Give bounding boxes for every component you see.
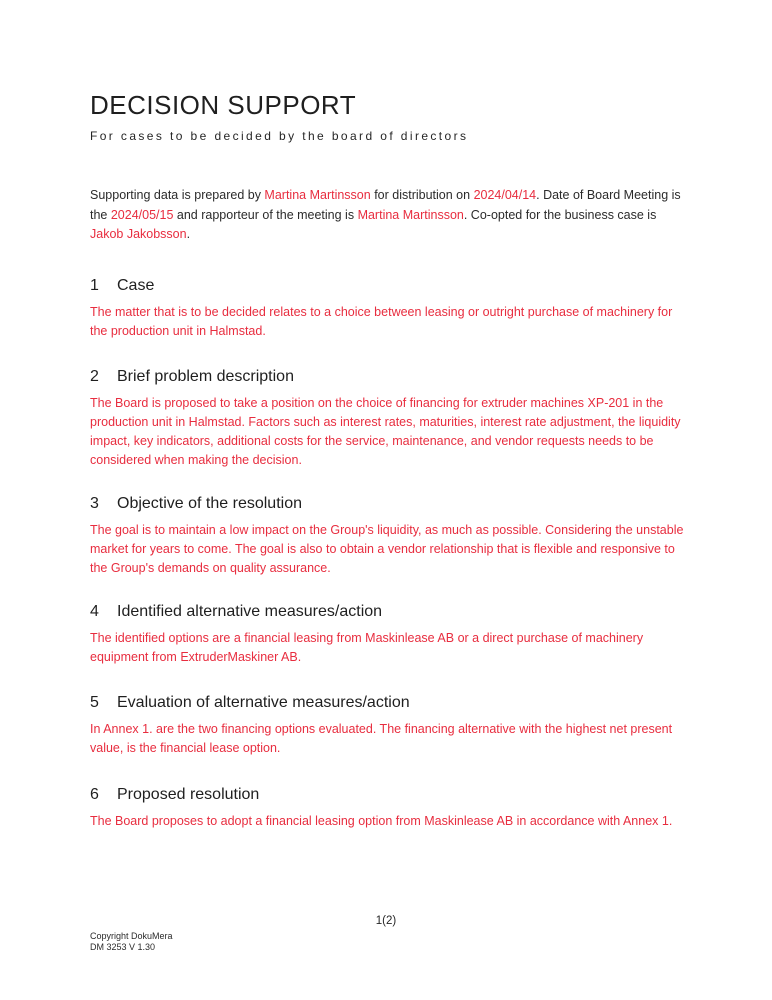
- section-body: The matter that is to be decided relates to a choice between leasing or outright purchase of machinery for the production unit in Halmstad.: [90, 305, 673, 338]
- footer-doc-id: DM 3253 V 1.30: [90, 942, 156, 952]
- document-section: [90, 785, 690, 831]
- document-title: DECISION SUPPORT: [90, 90, 357, 120]
- section-heading: [90, 276, 690, 296]
- section-title: Proposed resolution: [117, 786, 260, 803]
- section-number: 6: [90, 786, 99, 803]
- intro-text: Supporting data is prepared by: [90, 188, 265, 202]
- footer: [90, 931, 173, 953]
- section-body: In Annex 1. are the two financing options evaluated. The financing alternative with the highest net present value, is the financial lease option.: [90, 722, 673, 755]
- intro-field-value: Jakob Jakobsson: [90, 227, 187, 241]
- section-body: The Board is proposed to take a position on the choice of financing for extruder machines XP-201 in the production unit in Halmstad. Factors such as interest rates, maturities, interest rate adjustment, the liquidity impact, key indicators, additional costs for the service, maintenance, and vendor requests needs to be considered when making the decision.: [90, 396, 681, 467]
- intro-text: . Date of Board Meeting is the: [90, 188, 681, 222]
- intro-field-value: 2024/04/14: [473, 188, 537, 202]
- section-number: 2: [90, 368, 99, 385]
- section-heading: [90, 693, 690, 713]
- section-heading: [90, 494, 690, 514]
- section-title: Evaluation of alternative measures/action: [117, 694, 410, 711]
- section-number: 1: [90, 277, 99, 294]
- document-section: [90, 276, 690, 341]
- section-heading: [90, 602, 690, 622]
- document-section: [90, 494, 690, 578]
- document-section: [90, 367, 690, 470]
- section-title: Case: [117, 277, 155, 294]
- intro-paragraph: [90, 186, 686, 245]
- section-body: The identified options are a financial leasing from Maskinlease AB or a direct purchase of machinery equipment from ExtruderMaskiner AB.: [90, 631, 644, 664]
- section-heading: [90, 367, 690, 387]
- page-number: 1(2): [375, 915, 397, 927]
- section-number: 3: [90, 495, 99, 512]
- intro-field-value: Martina Martinsson: [357, 207, 464, 222]
- intro-field-value: 2024/05/15: [110, 207, 174, 222]
- section-heading: [90, 785, 690, 805]
- document-subtitle: For cases to be decided by the board of directors: [90, 129, 469, 143]
- document-section: [90, 602, 690, 667]
- intro-field-value: Martina Martinsson: [264, 188, 371, 202]
- intro-text: . Co-opted for the business case is: [463, 207, 657, 222]
- section-number: 5: [90, 694, 99, 711]
- section-body: The goal is to maintain a low impact on the Group's liquidity, as much as possible. Considering the unstable market for years to come. The goal is also to obtain a vendor relationship that is flexible and responsive to the Group's demands on quality assurance.: [90, 523, 684, 575]
- section-number: 4: [90, 603, 99, 620]
- document-section: [90, 693, 690, 758]
- footer-copyright: Copyright DokuMera: [90, 931, 173, 941]
- intro-text: .: [186, 227, 191, 241]
- intro-text: for distribution on: [370, 188, 474, 202]
- section-body: The Board proposes to adopt a financial leasing option from Maskinlease AB in accordance with Annex 1.: [90, 814, 673, 828]
- intro-text: and rapporteur of the meeting is: [173, 207, 358, 222]
- section-title: Brief problem description: [117, 368, 294, 385]
- section-title: Identified alternative measures/action: [117, 603, 383, 620]
- section-title: Objective of the resolution: [117, 495, 302, 512]
